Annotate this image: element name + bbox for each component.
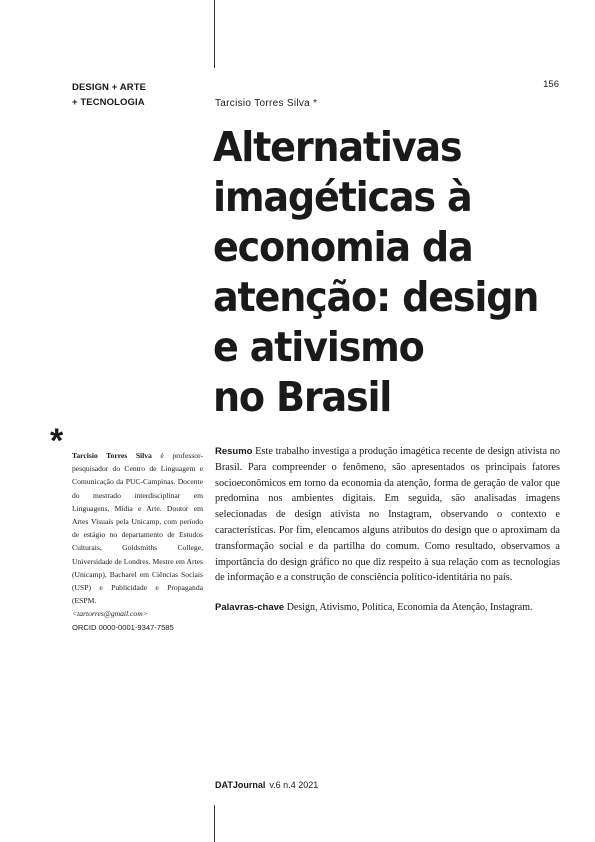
journal-issue: v.6 n.4 2021 bbox=[269, 780, 319, 790]
section-label-line1: DESIGN + ARTE bbox=[72, 82, 147, 93]
author-byline: Tarcisio Torres Silva * bbox=[215, 98, 318, 109]
keywords-text: Design, Ativismo, Política, Economia da Atenção, Instagram. bbox=[284, 602, 533, 613]
section-label-line2: + TECNOLOGIA bbox=[72, 97, 145, 108]
title-line: no Brasil bbox=[213, 373, 392, 421]
page-number: 156 bbox=[543, 79, 559, 90]
journal-name: DATJournal bbox=[215, 780, 266, 790]
bio-text: é professor-pesquisador do Centro de Linguagem e Comunicação da PUC-Campinas. Docente do mestrado interdisciplinar em Linguagens, Mídia e Arte. Doutor em Artes Visuais pela Unicamp, com período de estágio no departamento de Estudos Culturais, Goldsmiths College, Universidade de Londres. Mestre em Artes (Unicamp), Bacharel em Ciências Sociais (USP) e Publicidade e Propaganda (ESPM. bbox=[72, 451, 203, 606]
title-line: atenção: design bbox=[213, 273, 539, 321]
title-line: economia da bbox=[213, 223, 473, 271]
title-line: Alternativas bbox=[213, 123, 462, 171]
abstract-label: Resumo bbox=[215, 446, 253, 457]
title-line: imagéticas à bbox=[213, 173, 472, 221]
section-label bbox=[72, 80, 146, 110]
footnote-asterisk-icon: * bbox=[50, 422, 64, 460]
keywords bbox=[215, 600, 560, 615]
author-bio-note bbox=[72, 449, 203, 634]
bio-author-name: Tarcisio Torres Silva bbox=[72, 451, 152, 460]
bottom-divider-line bbox=[214, 805, 215, 842]
bio-orcid: ORCID 0000-0001-9347-7585 bbox=[72, 622, 174, 632]
journal-footer bbox=[215, 780, 318, 790]
abstract-text: Este trabalho investiga a produção imagética recente de design ativista no Brasil. Para compreender o fenômeno, são apresentados os principais fatores socioeconômicos em torno da economia da atenção, forma de geração de valor que predomina nos ambientes digitais. Em seguida, são analisadas imagens selecionadas de design ativista no Instagram, observando o contexto e características. Por fim, elencamos alguns atributos do design que o aproximam da transformação social e da partilha do comum. Como resultado, observamos a importância do design gráfico no que diz respeito à sua relação com as tecnologias de informação e a construção de consciência político-identitária no país. bbox=[215, 446, 560, 584]
keywords-label: Palavras-chave bbox=[215, 602, 285, 613]
title-line: e ativismo bbox=[213, 323, 424, 371]
abstract bbox=[215, 444, 560, 586]
top-divider-line bbox=[214, 0, 215, 68]
bio-email-link[interactable]: <tartorres@gmail.com> bbox=[72, 609, 148, 619]
article-title bbox=[213, 122, 548, 422]
